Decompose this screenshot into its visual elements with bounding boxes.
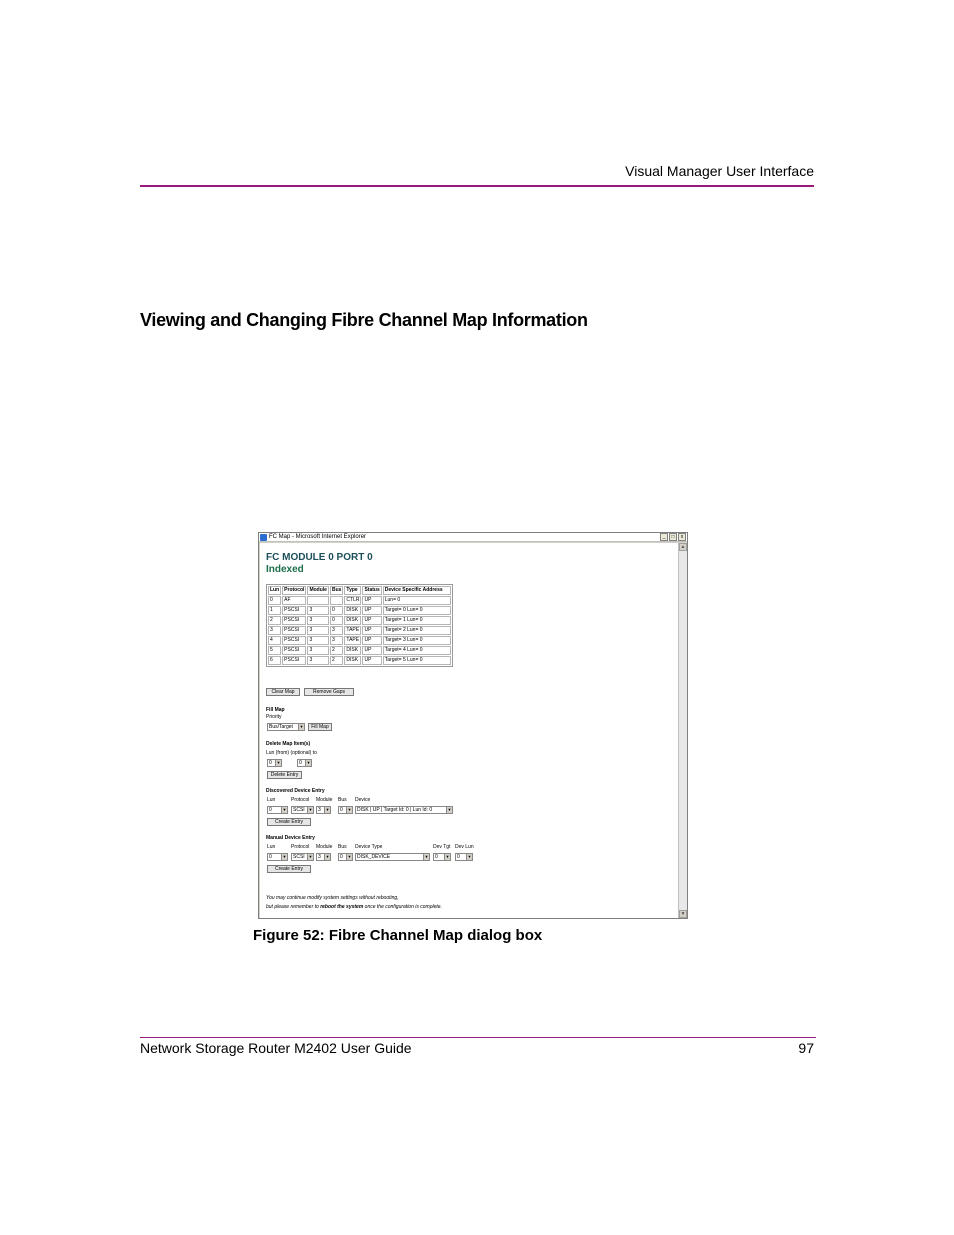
table-cell: 2 — [268, 616, 281, 625]
man-create-entry-button[interactable]: Create Entry — [267, 865, 311, 873]
disc-bus-select[interactable] — [338, 806, 353, 814]
fc-map-table — [266, 584, 453, 667]
man-device-type-select[interactable] — [355, 853, 430, 861]
disc-module-value: 3 — [318, 807, 321, 813]
scroll-down-icon[interactable]: ▼ — [680, 911, 686, 917]
table-cell: 3 — [307, 636, 329, 645]
clear-map-button[interactable]: Clear Map — [266, 688, 300, 696]
table-cell — [330, 596, 343, 605]
chevron-down-icon: ▼ — [325, 854, 330, 859]
table-cell: Target= 0 Lun= 0 — [383, 606, 451, 615]
table-cell: 0 — [330, 616, 343, 625]
page-number: 97 — [798, 1040, 814, 1056]
table-cell: Target= 3 Lun= 0 — [383, 636, 451, 645]
man-lun-select[interactable] — [267, 853, 288, 861]
fc-map-window — [258, 532, 688, 919]
man-protocol-label: Protocol — [291, 844, 310, 850]
window-titlebar[interactable] — [259, 533, 687, 542]
table-cell: 2 — [330, 656, 343, 665]
manual-heading: Manual Device Entry — [266, 835, 315, 841]
column-header: Bus — [331, 587, 342, 593]
footer-rule — [140, 1037, 816, 1038]
chevron-down-icon: ▼ — [447, 807, 452, 812]
chevron-down-icon: ▼ — [282, 807, 287, 812]
disc-bus-value: 0 — [340, 807, 343, 813]
table-cell: 3 — [330, 636, 343, 645]
man-bus-select[interactable] — [338, 853, 353, 861]
table-cell: PSCSI — [282, 656, 306, 665]
chevron-down-icon: ▼ — [276, 760, 281, 765]
window-controls — [660, 533, 686, 541]
section-heading: Viewing and Changing Fibre Channel Map Information — [140, 310, 588, 330]
table-cell: 3 — [330, 626, 343, 635]
chevron-down-icon: ▼ — [308, 854, 313, 859]
disc-bus-label: Bus — [338, 797, 347, 803]
table-cell: Target= 5 Lun= 0 — [383, 656, 451, 665]
disc-module-label: Module — [316, 797, 333, 803]
man-device-type-label: Device Type — [355, 844, 383, 850]
lun-to-select[interactable] — [297, 759, 312, 767]
reboot-note-line1: You may continue modify system settings without rebooting, — [266, 895, 399, 901]
table-cell: 3 — [268, 626, 281, 635]
man-dev-tgt-select[interactable] — [433, 853, 451, 861]
column-header: Type — [344, 586, 361, 595]
man-protocol-select[interactable] — [291, 853, 314, 861]
table-row — [268, 656, 451, 665]
man-dev-tgt-value: 0 — [435, 854, 438, 860]
table-cell: 3 — [307, 616, 329, 625]
window-title: FC Map - Microsoft Internet Explorer — [269, 534, 367, 540]
disc-device-value: DISK | UP | Target Id: 0 | Lun Id: 0 — [357, 807, 433, 813]
column-header: Protocol — [284, 587, 305, 593]
man-dev-lun-select[interactable] — [455, 853, 473, 861]
man-module-select[interactable] — [316, 853, 331, 861]
note-prefix: but please remember to — [266, 904, 321, 910]
table-cell: UP — [362, 606, 381, 615]
table-cell: 3 — [307, 606, 329, 615]
lun-from-select[interactable] — [267, 759, 282, 767]
disc-module-select[interactable] — [316, 806, 331, 814]
table-cell: CTLR — [346, 597, 360, 603]
table-cell: UP — [362, 656, 381, 665]
column-header: Module — [309, 587, 327, 593]
table-row — [268, 626, 451, 635]
lun-from-value: 0 — [269, 760, 272, 766]
table-cell: UP — [362, 596, 381, 605]
chevron-down-icon: ▼ — [424, 854, 429, 859]
table-cell: 3 — [307, 656, 329, 665]
column-header: Status — [364, 587, 380, 593]
table-row — [268, 636, 451, 645]
table-cell: Target= 2 Lun= 0 — [383, 626, 451, 635]
table-cell: AF — [282, 596, 306, 605]
delete-map-heading: Delete Map Item(s) — [266, 741, 311, 747]
disc-device-label: Device — [355, 797, 371, 803]
priority-label: Priority — [266, 714, 282, 720]
chevron-down-icon: ▼ — [282, 854, 287, 859]
chevron-down-icon: ▼ — [347, 807, 352, 812]
table-row — [268, 616, 451, 625]
table-cell: 3 — [307, 626, 329, 635]
chevron-down-icon: ▼ — [325, 807, 330, 812]
figure-caption: Figure 52: Fibre Channel Map dialog box — [253, 927, 543, 944]
table-cell: DISK — [344, 616, 361, 625]
footer-guide-title: Network Storage Router M2402 User Guide — [140, 1040, 412, 1056]
table-body — [268, 596, 451, 665]
remove-gaps-button[interactable]: Remove Gaps — [304, 688, 354, 696]
table-row — [268, 646, 451, 655]
table-cell: UP — [362, 616, 381, 625]
reboot-note-line2 — [266, 904, 442, 911]
man-dev-lun-label: Dev Lun — [455, 844, 474, 850]
table-row — [268, 596, 451, 605]
table-cell: Lun= 0 — [383, 596, 451, 605]
chevron-down-icon: ▼ — [299, 724, 304, 729]
table-cell: Target= 1 Lun= 0 — [383, 616, 451, 625]
man-module-value: 3 — [318, 854, 321, 860]
table-cell: 0 — [268, 596, 281, 605]
man-dev-lun-value: 0 — [457, 854, 460, 860]
priority-value: Bus/Target — [269, 724, 293, 730]
man-lun-value: 0 — [269, 854, 272, 860]
man-lun-label: Lun — [267, 844, 276, 850]
priority-select[interactable] — [267, 723, 305, 731]
column-header: Lun — [270, 587, 280, 593]
chevron-down-icon: ▼ — [347, 854, 352, 859]
table-cell: 6 — [268, 656, 281, 665]
chevron-down-icon: ▼ — [308, 807, 313, 812]
table-cell: PSCSI — [282, 616, 306, 625]
table-cell: 5 — [268, 646, 281, 655]
disc-protocol-value: SCSI — [293, 807, 305, 813]
table-cell: PSCSI — [282, 606, 306, 615]
man-module-label: Module — [316, 844, 333, 850]
chevron-down-icon: ▼ — [306, 760, 311, 765]
table-cell: DISK — [344, 646, 361, 655]
disc-lun-label: Lun — [267, 797, 276, 803]
table-cell: 3 — [307, 646, 329, 655]
running-header: Visual Manager User Interface — [625, 163, 814, 179]
man-protocol-value: SCSI — [293, 854, 305, 860]
dialog-subtitle: Indexed — [266, 564, 304, 575]
table-cell: PSCSI — [282, 636, 306, 645]
man-bus-value: 0 — [340, 854, 343, 860]
close-button[interactable]: x — [678, 533, 686, 541]
table-cell: 1 — [268, 606, 281, 615]
disc-lun-value: 0 — [269, 807, 272, 813]
disc-lun-select[interactable] — [267, 806, 288, 814]
table-cell: DISK — [344, 606, 361, 615]
table-cell: 4 — [268, 636, 281, 645]
note-suffix: once the configuration is complete. — [363, 904, 442, 910]
header-rule — [140, 185, 814, 187]
table-cell: UP — [362, 636, 381, 645]
table-row — [268, 606, 451, 615]
disc-protocol-select[interactable] — [291, 806, 314, 814]
disc-device-select[interactable] — [355, 806, 453, 814]
fill-map-heading: Fill Map — [266, 707, 285, 713]
column-header: Device Specific Address — [383, 586, 451, 595]
lun-to-value: 0 — [299, 760, 302, 766]
table-cell: TAPE — [344, 626, 361, 635]
page-content — [260, 543, 678, 918]
table-cell: 2 — [330, 646, 343, 655]
table-cell: UP — [362, 626, 381, 635]
fill-map-button[interactable]: Fill Map — [308, 723, 332, 731]
table-header-row — [268, 586, 451, 595]
lun-range-label: Lun (from) (optional) to — [266, 750, 317, 756]
table-cell: 0 — [330, 606, 343, 615]
chevron-down-icon: ▼ — [445, 854, 450, 859]
chevron-down-icon: ▼ — [467, 854, 472, 859]
table-cell: PSCSI — [282, 626, 306, 635]
table-cell — [307, 596, 329, 605]
vertical-scrollbar[interactable] — [678, 543, 687, 918]
table-cell: TAPE — [344, 636, 361, 645]
table-cell: Target= 4 Lun= 0 — [383, 646, 451, 655]
delete-entry-button[interactable]: Delete Entry — [267, 771, 302, 779]
ie-icon — [260, 534, 267, 541]
man-device-type-value: DISK_DEVICE — [357, 854, 391, 860]
disc-protocol-label: Protocol — [291, 797, 310, 803]
scroll-up-icon[interactable]: ▲ — [680, 544, 686, 550]
man-dev-tgt-label: Dev Tgt — [433, 844, 451, 850]
discovered-heading: Discovered Device Entry — [266, 788, 325, 794]
table-cell: PSCSI — [282, 646, 306, 655]
man-bus-label: Bus — [338, 844, 347, 850]
note-emphasis: reboot the system — [320, 904, 364, 910]
maximize-button[interactable]: □ — [669, 533, 677, 541]
disc-create-entry-button[interactable]: Create Entry — [267, 818, 311, 826]
table-cell: UP — [362, 646, 381, 655]
dialog-title: FC MODULE 0 PORT 0 — [266, 552, 373, 563]
table-cell: DISK — [344, 656, 361, 665]
minimize-button[interactable]: _ — [660, 533, 668, 541]
